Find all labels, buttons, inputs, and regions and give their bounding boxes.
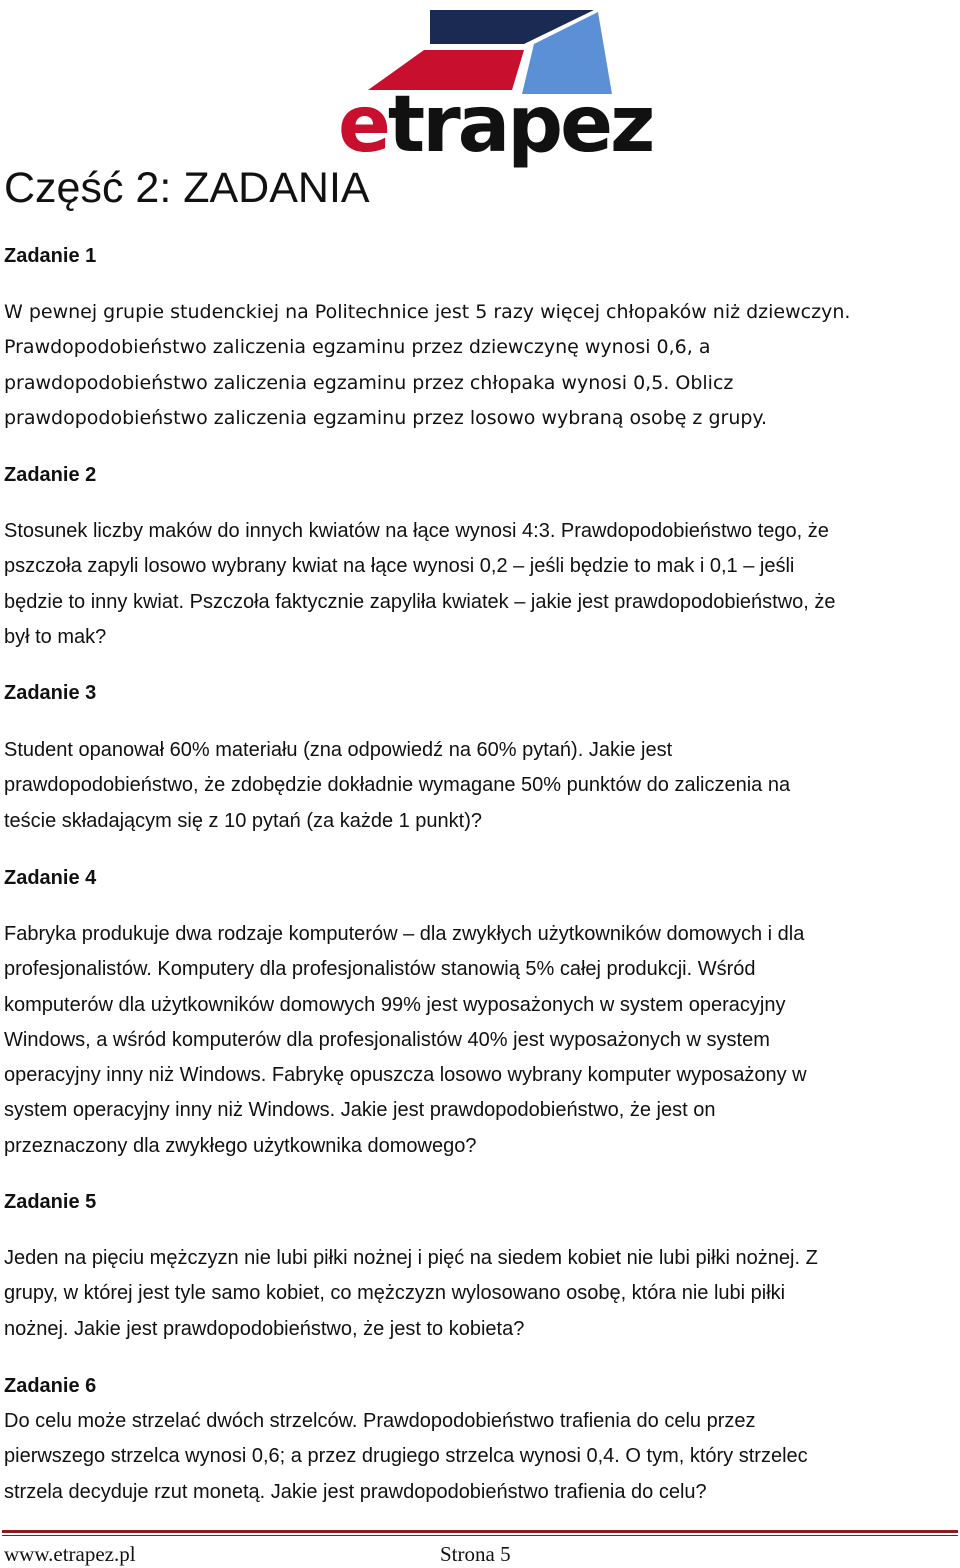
task-line: teście składającym się z 10 pytań (za każde 1 punkt)?: [4, 809, 483, 832]
task-2-text: [4, 514, 956, 655]
task-line: operacyjny inny niż Windows. Fabrykę opuszcza losowo wybrany komputer wyposażony w: [4, 1064, 807, 1087]
footer-rule-thick: [2, 1530, 958, 1533]
task-5-text: [4, 1241, 956, 1347]
task-line: przeznaczony dla zwykłego użytkownika domowego?: [4, 1134, 477, 1157]
task-6-heading: Zadanie 6: [4, 1375, 97, 1397]
task-line: grupy, w której jest tyle samo kobiet, co mężczyzn wylosowano osobę, która nie lubi piłki: [4, 1282, 786, 1305]
task-2-heading: Zadanie 2: [4, 464, 97, 486]
task-line: nożnej. Jakie jest prawdopodobieństwo, że jest to kobieta?: [4, 1317, 525, 1340]
task-line: Student opanował 60% materiału (zna odpowiedź na 60% pytań). Jakie jest: [4, 739, 673, 761]
task-line: W pewnej grupie studenckiej na Politechnice jest 5 razy więcej chłopaków niż dziewczyn.: [4, 301, 851, 323]
task-line: Jeden na pięciu mężczyzn nie lubi piłki nożnej i pięć na siedem kobiet nie lubi piłki nożnej. Z: [4, 1247, 818, 1269]
task-line: będzie to inny kwiat. Pszczoła faktycznie zapyliła kwiatek – jakie jest prawdopodobieństwo, że: [4, 590, 836, 613]
task-line: Windows, a wśród komputerów dla profesjonalistów 40% jest wyposażonych w system: [4, 1028, 770, 1051]
task-line: prawdopodobieństwo zaliczenia egzaminu przez chłopaka wynosi 0,5. Oblicz: [4, 371, 734, 394]
task-line: prawdopodobieństwo zaliczenia egzaminu przez losowo wybraną osobę z grupy.: [4, 406, 767, 429]
task-line: Do celu może strzelać dwóch strzelców. Prawdopodobieństwo trafienia do celu przez: [4, 1410, 756, 1432]
task-5-heading: Zadanie 5: [4, 1191, 97, 1213]
task-3-heading: Zadanie 3: [4, 682, 97, 704]
task-line: system operacyjny inny niż Windows. Jakie jest prawdopodobieństwo, że jest on: [4, 1099, 716, 1122]
task-3-text: [4, 733, 956, 839]
page-title: Część 2: ZADANIA: [4, 164, 370, 212]
task-4-heading: Zadanie 4: [4, 867, 97, 889]
task-line: Stosunek liczby maków do innych kwiatów na łące wynosi 4:3. Prawdopodobieństwo tego, że: [4, 520, 829, 542]
task-line: pierwszego strzelca wynosi 0,6; a przez drugiego strzelca wynosi 0,4. O tym, który strzelec: [4, 1445, 808, 1468]
task-1-text: [4, 295, 956, 436]
task-1-heading: Zadanie 1: [4, 245, 97, 267]
task-line: pszczoła zapyli losowo wybrany kwiat na łące wynosi 0,2 – jeśli będzie to mak i 0,1 – jeśli: [4, 555, 795, 578]
task-line: strzela decyduje rzut monetą. Jakie jest prawdopodobieństwo trafienia do celu?: [4, 1480, 707, 1503]
task-line: Fabryka produkuje dwa rodzaje komputerów – dla zwykłych użytkowników domowych i dla: [4, 923, 805, 945]
task-4-text: [4, 917, 956, 1164]
task-line: Prawdopodobieństwo zaliczenia egzaminu przez dziewczynę wynosi 0,6, a: [4, 336, 711, 359]
task-line: profesjonalistów. Komputery dla profesjonalistów stanowią 5% całej produkcji. Wśród: [4, 958, 756, 981]
logo-wordmark: etrapez: [338, 80, 653, 170]
task-6-text: [4, 1404, 956, 1510]
task-line: był to mak?: [4, 625, 107, 648]
footer-url[interactable]: www.etrapez.pl: [4, 1542, 136, 1566]
footer-rule-thin: [2, 1535, 958, 1536]
footer-page-number: Strona 5: [440, 1542, 511, 1566]
task-line: prawdopodobieństwo, że zdobędzie dokładnie wymagane 50% punktów do zaliczenia na: [4, 774, 791, 797]
task-line: komputerów dla użytkowników domowych 99% jest wyposażonych w system operacyjny: [4, 993, 786, 1016]
